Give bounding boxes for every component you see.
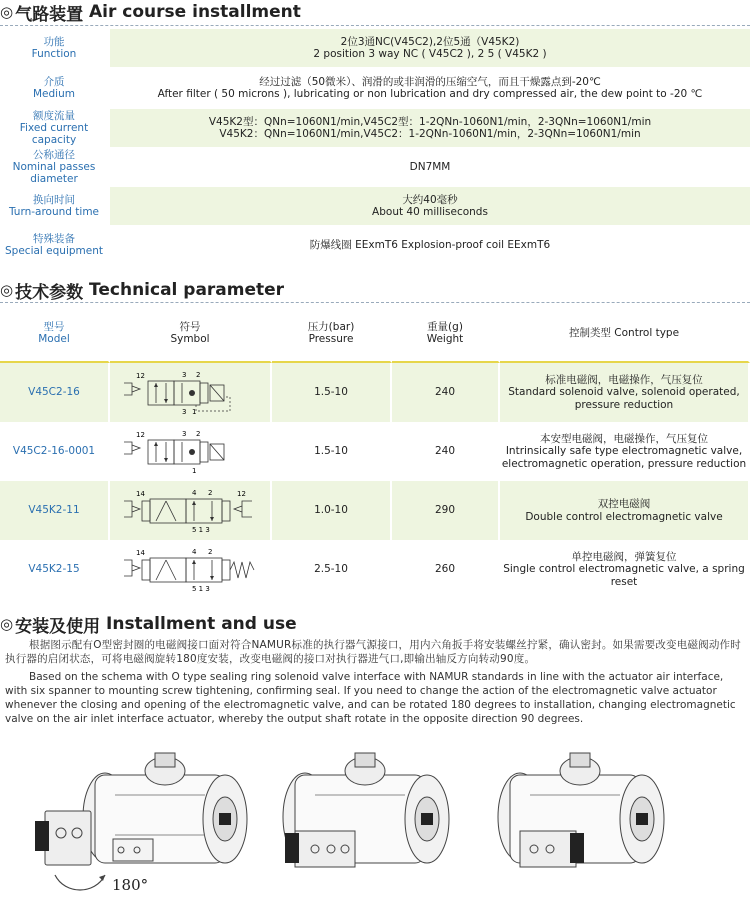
header-symbol (110, 305, 272, 363)
row-value (110, 148, 750, 186)
label-en: Special equipment (5, 245, 103, 257)
label-cn: 公称通径 (33, 149, 75, 161)
port-label: 4 (192, 547, 197, 556)
value-line-2: After filter ( 50 microns ), lubricating or non lubrication and dry compressed air, the dew point to -20 ℃ (157, 88, 703, 100)
divider (0, 25, 750, 26)
section-title-install (0, 612, 297, 636)
air-row-turnaround (0, 187, 750, 226)
table-row (0, 422, 750, 481)
section-title-cn: 技术参数 (15, 282, 84, 303)
header-control (500, 305, 750, 363)
port-label: 1 (192, 466, 197, 475)
row-label (0, 226, 110, 264)
label-en: Medium (33, 88, 75, 100)
cell-control (500, 481, 750, 540)
port-label: 1 (192, 407, 197, 416)
tech-header-row (0, 305, 750, 363)
section-title-air (0, 0, 301, 24)
control-cn: 单控电磁阀，弹簧复位 (571, 550, 677, 563)
section-title-en: Air course installment (89, 2, 301, 22)
port-label: 12 (136, 371, 145, 380)
value-line-2: 2 position 3 way NC ( V45C2 ), 2 5 ( V45K2 ) (313, 48, 547, 60)
header-text: 符号 (179, 320, 201, 333)
rotation-label: 180° (112, 876, 149, 894)
row-value (110, 68, 750, 108)
port-label: 12 (237, 489, 246, 498)
control-en: Intrinsically safe type electromagnetic valve, electromagnetic operation, pressure reduction (501, 445, 747, 470)
circle-mark-icon: ◎ (0, 615, 14, 633)
control-cn: 双控电磁阀 (597, 498, 651, 510)
valve-3-2-symbol-icon (120, 428, 260, 476)
cell-weight: 260 (392, 540, 500, 599)
header-text: 控制类型 Control type (568, 326, 680, 339)
cell-model: V45C2-16-0001 (0, 422, 110, 481)
control-cn: 本安型电磁阀，电磁操作，气压复位 (540, 432, 708, 445)
air-row-medium (0, 68, 750, 109)
air-row-function (0, 29, 750, 68)
row-label (0, 148, 110, 186)
port-label: 14 (136, 489, 145, 498)
valve-5-2-spring-symbol-icon (120, 546, 260, 594)
row-label (0, 29, 110, 67)
table-row (0, 363, 750, 422)
control-en: Standard solenoid valve, solenoid operated, pressure reduction (508, 386, 740, 411)
header-text: Pressure (308, 333, 354, 345)
cell-weight: 290 (392, 481, 500, 540)
port-label: 3 (182, 407, 187, 416)
air-row-diameter (0, 148, 750, 187)
cell-symbol (110, 481, 272, 540)
cell-control (500, 363, 750, 422)
label-cn: 特殊装备 (33, 233, 75, 245)
row-label (0, 109, 110, 147)
row-value (110, 109, 750, 147)
section-title-cn: 安装及使用 (15, 616, 101, 637)
cell-weight: 240 (392, 363, 500, 422)
air-row-capacity (0, 109, 750, 148)
cell-weight: 240 (392, 422, 500, 481)
section-title-tech (0, 278, 284, 302)
port-label: 3 (182, 370, 187, 379)
cell-control (500, 540, 750, 599)
label-en: Nominal passes diameter (12, 161, 96, 185)
port-label: 2 (196, 370, 201, 379)
cell-model: V45K2-15 (0, 540, 110, 599)
label-cn: 额度流量 (33, 110, 75, 122)
header-model (0, 305, 110, 363)
label-en: Fixed current capacity (19, 122, 89, 146)
tech-table (0, 305, 750, 599)
control-cn: 标准电磁阀，电磁操作，气压复位 (545, 373, 703, 386)
cell-symbol (110, 540, 272, 599)
table-row (0, 481, 750, 540)
control-en: Single control electromagnetic valve, a spring reset (503, 563, 745, 588)
section-title-en: Technical parameter (89, 280, 285, 300)
port-label: 12 (136, 430, 145, 439)
port-label: 5 1 3 (192, 584, 210, 593)
label-en: Turn-around time (8, 206, 100, 218)
value-line-1: 防爆线圈 EExmT6 Explosion-proof coil EExmT6 (309, 238, 551, 251)
row-value (110, 187, 750, 225)
row-label (0, 68, 110, 108)
label-cn: 介质 (43, 76, 65, 88)
value-line-1: 2位3通NC(V45C2),2位5通（V45K2) (340, 35, 520, 48)
header-text: 型号 (43, 320, 65, 333)
row-label (0, 187, 110, 225)
circle-mark-icon: ◎ (0, 3, 14, 21)
port-label: 14 (136, 548, 145, 557)
label-cn: 换向时间 (33, 194, 75, 206)
value-line-1: 经过过滤（50微米）、润滑的或非润滑的压缩空气，而且干燥露点到-20℃ (259, 75, 601, 88)
control-en: Double control electromagnetic valve (525, 510, 723, 523)
section-title-cn: 气路装置 (15, 4, 84, 25)
valve-3-2-symbol-icon (120, 369, 260, 417)
cell-model: V45K2-11 (0, 481, 110, 540)
cell-pressure: 2.5-10 (272, 540, 392, 599)
row-value (110, 226, 750, 264)
port-label: 3 (182, 429, 187, 438)
port-label: 4 (192, 488, 197, 497)
cell-pressure: 1.5-10 (272, 363, 392, 422)
header-text: Model (38, 333, 70, 345)
actuator-with-valve-rotated-image (480, 735, 690, 903)
port-label: 5 1 3 (192, 525, 210, 534)
valve-5-2-double-symbol-icon (120, 487, 260, 535)
port-label: 2 (208, 488, 213, 497)
air-row-special (0, 226, 750, 265)
circle-mark-icon: ◎ (0, 281, 14, 299)
value-line-1: 大约40毫秒 (402, 193, 458, 206)
install-text-en: Based on the schema with O type sealing ring solenoid valve interface with NAMUR standards in line with the actuator air interface, with six spanner to mounting screw tightening, confirming seal. If you need to change the action of the electromagnetic valve actuator whenever the closing and opening of the electromagnetic valve, and can be rotated 180 degrees to installation, changing electromagnetic valve on the air inlet interface actuator, whereby the output shaft rotate in the opposite direction 90 degrees. (5, 671, 736, 725)
section-title-en: Installment and use (106, 614, 297, 634)
value-line-1: V45K2型：QNn=1060N1/min,V45C2型：1-2QNn-1060N1/min，2-3QNn=1060N1/min (208, 115, 652, 128)
cell-control (500, 422, 750, 481)
row-value (110, 29, 750, 67)
port-label: 2 (196, 429, 201, 438)
cell-pressure: 1.5-10 (272, 422, 392, 481)
actuator-with-valve-mounted-image (265, 735, 475, 903)
header-text: Symbol (170, 333, 210, 345)
value-line-2: V45K2：QNn=1060N1/min,V45C2：1-2QNn-1060N1/min，2-3QNn=1060N1/min (219, 128, 641, 140)
value-line-2: About 40 milliseconds (372, 206, 488, 218)
table-row (0, 540, 750, 599)
cell-symbol (110, 363, 272, 422)
label-en: Function (31, 48, 77, 60)
divider (0, 302, 750, 303)
header-text: Weight (426, 333, 464, 345)
header-text: 压力(bar) (307, 320, 355, 333)
cell-pressure: 1.0-10 (272, 481, 392, 540)
header-text: 重量(g) (427, 320, 463, 333)
port-label: 2 (208, 547, 213, 556)
cell-symbol (110, 422, 272, 481)
install-text-cn: 根据图示配有O型密封圈的电磁阀接口面对符合NAMUR标准的执行器气源接口，用内六角扳手将安装螺丝拧紧，确认密封。如果需要改变电磁阀动作时执行器的启闭状态，可将电磁阀旋转180度安装，改变电磁阀的接口对执行器进气口,即输出轴反方向转动90度。 (5, 639, 741, 665)
label-cn: 功能 (43, 36, 65, 48)
cell-model: V45C2-16 (0, 363, 110, 422)
value-line-1: DN7MM (409, 160, 451, 173)
header-weight (392, 305, 500, 363)
header-pressure (272, 305, 392, 363)
